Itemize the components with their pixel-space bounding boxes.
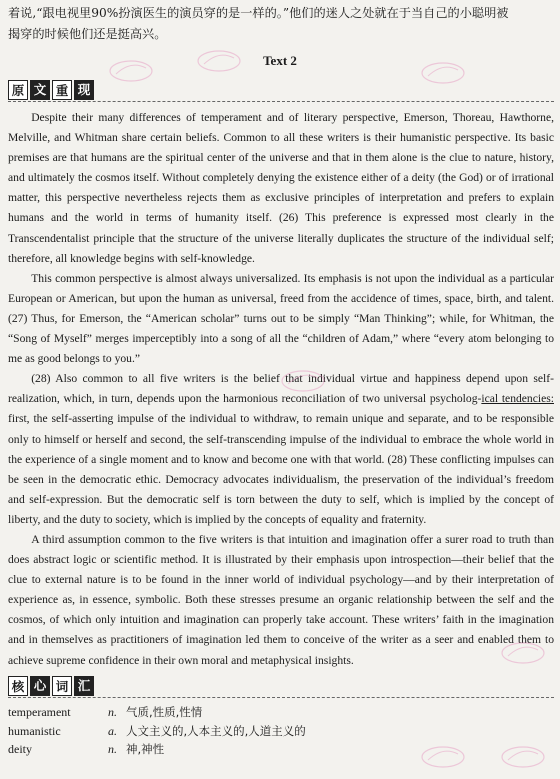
vocab-pos: a.	[108, 723, 117, 738]
vocab-term: temperament	[8, 705, 71, 719]
underlined-phrase: ical tendencies:	[481, 392, 554, 406]
intro-line: 揭穿的时候他们还是挺高兴。	[8, 27, 167, 41]
heading-char: 词	[52, 676, 72, 696]
heading-char: 原	[8, 80, 28, 100]
vocab-list	[8, 703, 554, 759]
paragraph: Despite their many differences of temperament and of literary perspective, Emerson, Thoreau, Hawthorne, Melville, and Whitman share certain beliefs. Common to all these writers is their humanistic perspective. Its basic premises are that humans are the spiritual center of the universe and that in them alone is the clue to nature, history, and ultimately the cosmos itself. Without completely denying the existence either of a deity (the God) or of irrational matter, this perspective nevertheless rejects them as exclusive principles of interpretation and prefers to explain humans and the world in terms of humanity itself. (26) This preference is expressed most clearly in the Transcendentalist principle that the structure of the universe literally duplicates the structure of the individual self; therefore, all knowledge begins with self-knowledge.	[8, 111, 554, 265]
vocab-meaning: 人文主义的,人本主义的,人道主义的	[126, 723, 306, 738]
heading-char: 重	[52, 80, 72, 100]
vocab-item	[8, 722, 554, 741]
vocab-meaning: 气质,性质,性情	[126, 705, 203, 719]
section-title: Text 2	[263, 53, 297, 68]
core-vocab-heading	[8, 676, 94, 696]
vocab-term: deity	[8, 742, 32, 756]
passage	[8, 108, 554, 671]
heading-char: 心	[30, 676, 50, 696]
intro-translation	[8, 3, 554, 45]
heading-char: 文	[30, 80, 50, 100]
vocab-pos: n.	[108, 705, 117, 719]
paragraph: A third assumption common to the five writers is that intuition and imagination offer a surer road to truth than does abstract logic or scientific method. It is illustrated by their emphasis upon introspection—their belief that the clue to external nature is to be found in the inner world of individual psychology—and by their interpretation of experience as, in essence, symbolic. Both these stresses presume an organic relationship between the self and the cosmos, of which only intuition and imagination can properly take account. These writers’ faith in the imagination and in themselves as practitioners of imagination led them to conceive of the writer as a seer and enabled them to achieve supreme confidence in their own moral and metaphysical insights.	[8, 532, 554, 667]
vocab-meaning: 神,神性	[126, 742, 165, 756]
paragraph: This common perspective is almost always universalized. Its emphasis is not upon the individual as a particular European or American, but upon the human as universal, freed from the accidence of times, space, birth, and talent. (27) Thus, for Emerson, the “American scholar” turns out to be simply “Man Thinking”; while, for Whitman, the “Song of Myself” merges imperceptibly into a song of all the “children of Adam,” where “every atom belonging to me as good belongs to you.”	[8, 271, 554, 366]
original-text-heading	[8, 80, 94, 100]
paragraph-text: (28) Also common to all five writers is the belief that individual virtue and happiness depend upon self-realization, which, in turn, depends upon the harmonious reconciliation of two universal psycholog-	[8, 372, 554, 406]
heading-char: 现	[74, 80, 94, 100]
paragraph-text: first, the self-asserting impulse of the individual to withdraw, to remain unique and separate, and to be responsible only to himself or herself and second, the self-transcending impulse of the individual to embrace the whole world in the experience of a single moment and to know and become one with that world. (28) These conflicting impulses can be seen in the democratic ethic. Democracy advocates individualism, the preservation of the individual’s freedom and self-expression. But the democratic self is torn between the duty to self, which is implied by the concept of liberty, and the duty to society, which is implied by the concepts of equality and fraternity.	[8, 412, 554, 526]
dashed-divider	[8, 101, 554, 102]
dashed-divider	[8, 697, 554, 698]
vocab-item	[8, 703, 554, 722]
vocab-term: humanistic	[8, 723, 61, 738]
heading-char: 核	[8, 676, 28, 696]
vocab-pos: n.	[108, 742, 117, 756]
vocab-item	[8, 740, 554, 759]
intro-line: 着说,“跟电视里90%扮演医生的演员穿的是一样的。”他们的迷人之处就在于当自己的小聪明被	[8, 6, 509, 20]
paragraph	[8, 369, 554, 530]
heading-char: 汇	[74, 676, 94, 696]
